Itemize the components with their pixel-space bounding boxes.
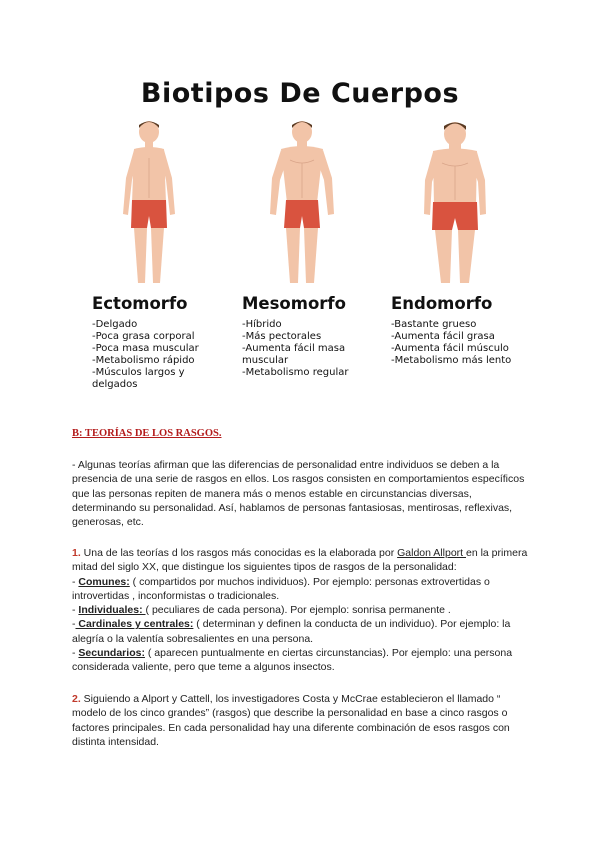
trait-item: -Músculos largos y xyxy=(92,367,185,378)
point-1-text-after: en la primera mitad del siglo XX, que distingue los siguientes tipos de rasgos de la personalidad: xyxy=(72,547,528,574)
item-prefix: - xyxy=(72,618,76,631)
mesomorph-figure xyxy=(257,118,347,290)
item-prefix: - xyxy=(72,647,79,660)
item-text: ( compartidos por muchos individuos). Por ejemplo: personas extrovertidas o introvertidas , inconformistas o tradicionales. xyxy=(72,575,490,602)
mesomorph-illustration xyxy=(257,118,347,290)
section-letter: B: xyxy=(72,428,83,439)
trait-item: -Metabolismo regular xyxy=(242,367,349,378)
trait-item: -Híbrido xyxy=(242,319,282,330)
ectomorph-traits xyxy=(92,319,199,391)
intro-paragraph: - Algunas teorías afirman que las diferencias de personalidad entre individuos se deben a la presencia de una serie de rasgos en ellos. Los rasgos consisten en comportamientos específicos que las personas repiten de manera más o menos estable en circunstancias diversas, determinando su personalidad. Así, hablamos de personas fantasiosas, mentirosas, reflexivas, generosas, etc. xyxy=(72,459,525,529)
mesomorph-name: Mesomorfo xyxy=(242,294,346,313)
item-label: Comunes: xyxy=(78,575,130,588)
item-text: ( determinan y definen la conducta de un individuo). Por ejemplo: la alegría o la valentía sobresalientes en una persona. xyxy=(72,618,511,645)
trait-item: -Metabolismo más lento xyxy=(391,355,512,366)
point-2-number: 2. xyxy=(72,693,81,705)
mesomorph-column xyxy=(242,294,348,379)
trait-item: -Poca grasa corporal xyxy=(92,331,195,342)
trait-item: delgados xyxy=(92,379,138,390)
page-title: Biotipos De Cuerpos xyxy=(140,78,460,109)
ectomorph-illustration xyxy=(104,118,194,290)
trait-item: -Aumenta fácil masa xyxy=(242,343,346,354)
ectomorph-figure xyxy=(104,118,194,290)
item-text: ( peculiares de cada persona). Por ejemplo: sonrisa permanente . xyxy=(145,604,451,617)
point-1-intro xyxy=(72,546,532,575)
trait-item: -Bastante grueso xyxy=(391,319,477,330)
trait-item: -Aumenta fácil grasa xyxy=(391,331,495,342)
ectomorph-name: Ectomorfo xyxy=(92,294,188,313)
author-link[interactable]: Galdon Allport xyxy=(397,547,466,559)
trait-item: -Metabolismo rápido xyxy=(92,355,195,366)
endomorph-name: Endomorfo xyxy=(391,294,493,313)
section-heading xyxy=(72,428,221,439)
ectomorph-column xyxy=(92,294,199,391)
trait-item: -Delgado xyxy=(92,319,138,330)
endomorph-figure xyxy=(410,118,500,290)
point-2-text: Siguiendo a Alport y Cattell, los investigadores Costa y McCrae establecieron el llamado “ modelo de los cinco grandes” (rasgos) que describe la personalidad en base a cinco rasgos o factores principales. En cada personalidad hay una diferente combinación de esos rasgos con distinta intensidad. xyxy=(72,693,510,748)
item-text: ( aparecen puntualmente en ciertas circunstancias). Por ejemplo: una persona considerada valiente, pero que teme a algunos insectos. xyxy=(72,647,513,674)
trait-type-cardinales xyxy=(72,617,532,646)
trait-item: -Aumenta fácil músculo xyxy=(391,343,509,354)
trait-item: -Poca masa muscular xyxy=(92,343,199,354)
item-prefix: - xyxy=(72,575,79,588)
point-2 xyxy=(72,692,532,749)
trait-item: -Más pectorales xyxy=(242,331,322,342)
item-prefix: - xyxy=(72,604,79,617)
endomorph-traits xyxy=(391,319,511,367)
item-label: Cardinales y centrales: xyxy=(75,618,194,631)
trait-type-secundarios xyxy=(72,646,532,675)
trait-item: muscular xyxy=(242,355,289,366)
mesomorph-traits xyxy=(242,319,348,379)
item-label: Individuales: xyxy=(78,604,146,617)
endomorph-column xyxy=(391,294,511,367)
endomorph-illustration xyxy=(410,118,500,290)
point-1 xyxy=(72,546,532,675)
item-label: Secundarios: xyxy=(78,647,145,660)
section-title: TEORÍAS DE LOS RASGOS. xyxy=(82,428,222,439)
trait-type-individuales xyxy=(72,603,532,617)
point-1-text-before: Una de las teorías d los rasgos más conocidas es la elaborada por xyxy=(80,547,398,559)
trait-type-comunes xyxy=(72,575,532,604)
point-1-number: 1. xyxy=(72,547,81,559)
